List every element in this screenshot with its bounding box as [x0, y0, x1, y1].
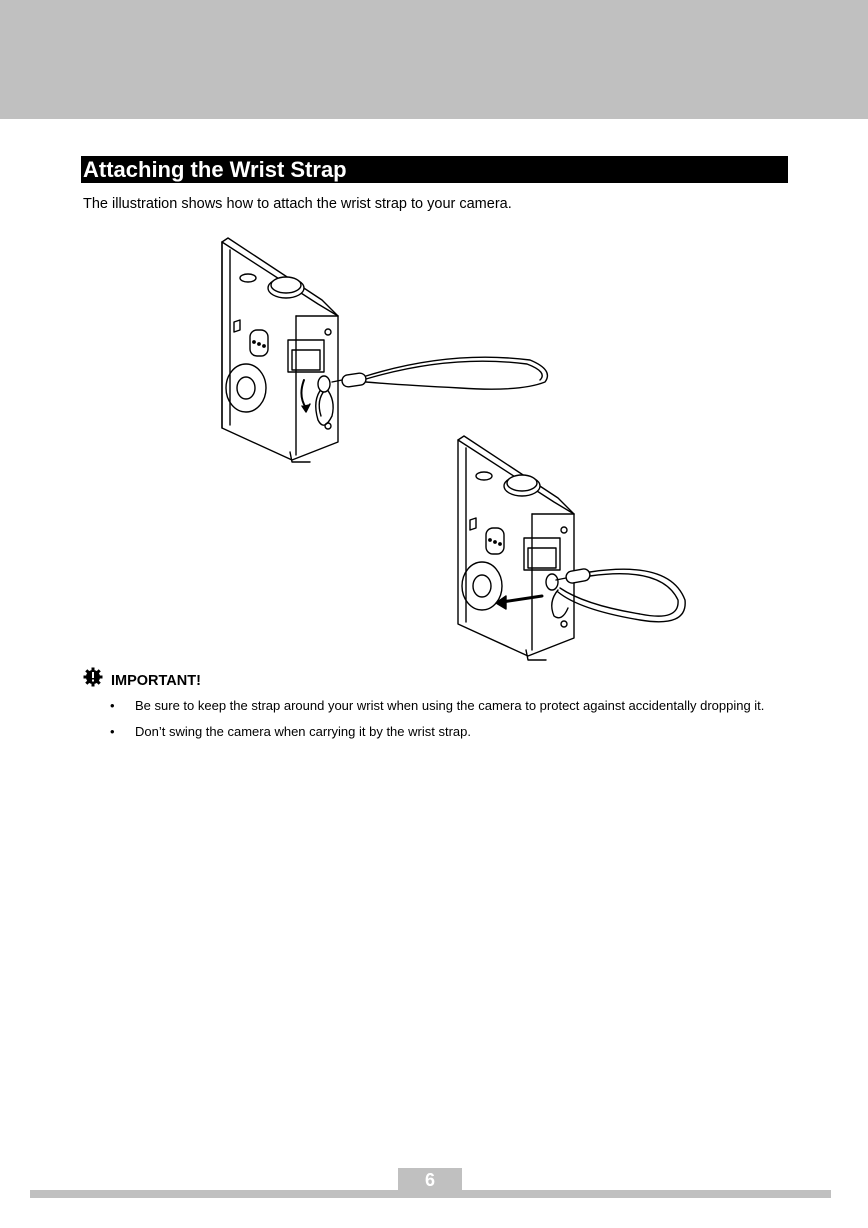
important-label: IMPORTANT! [111, 673, 201, 689]
header-band [0, 0, 868, 119]
intro-text: The illustration shows how to attach the wrist strap to your camera. [83, 196, 512, 212]
important-notice [83, 665, 201, 689]
bullet-marker: • [110, 698, 115, 713]
footer-bar [30, 1190, 831, 1198]
list-item [108, 694, 788, 718]
camera-strap-illustration [200, 230, 720, 670]
section-title: Attaching the Wrist Strap [81, 156, 788, 183]
page-number: 6 [398, 1168, 462, 1190]
important-list [108, 694, 788, 746]
list-item [108, 720, 788, 744]
bullet-marker: • [110, 724, 115, 739]
list-item-text: Be sure to keep the strap around your wrist when using the camera to protect against accidentally dropping it. [135, 698, 765, 713]
list-item-text: Don’t swing the camera when carrying it by the wrist strap. [135, 724, 471, 739]
camera-two [458, 436, 685, 660]
camera-one [222, 238, 547, 462]
gear-exclamation-icon [83, 667, 103, 687]
